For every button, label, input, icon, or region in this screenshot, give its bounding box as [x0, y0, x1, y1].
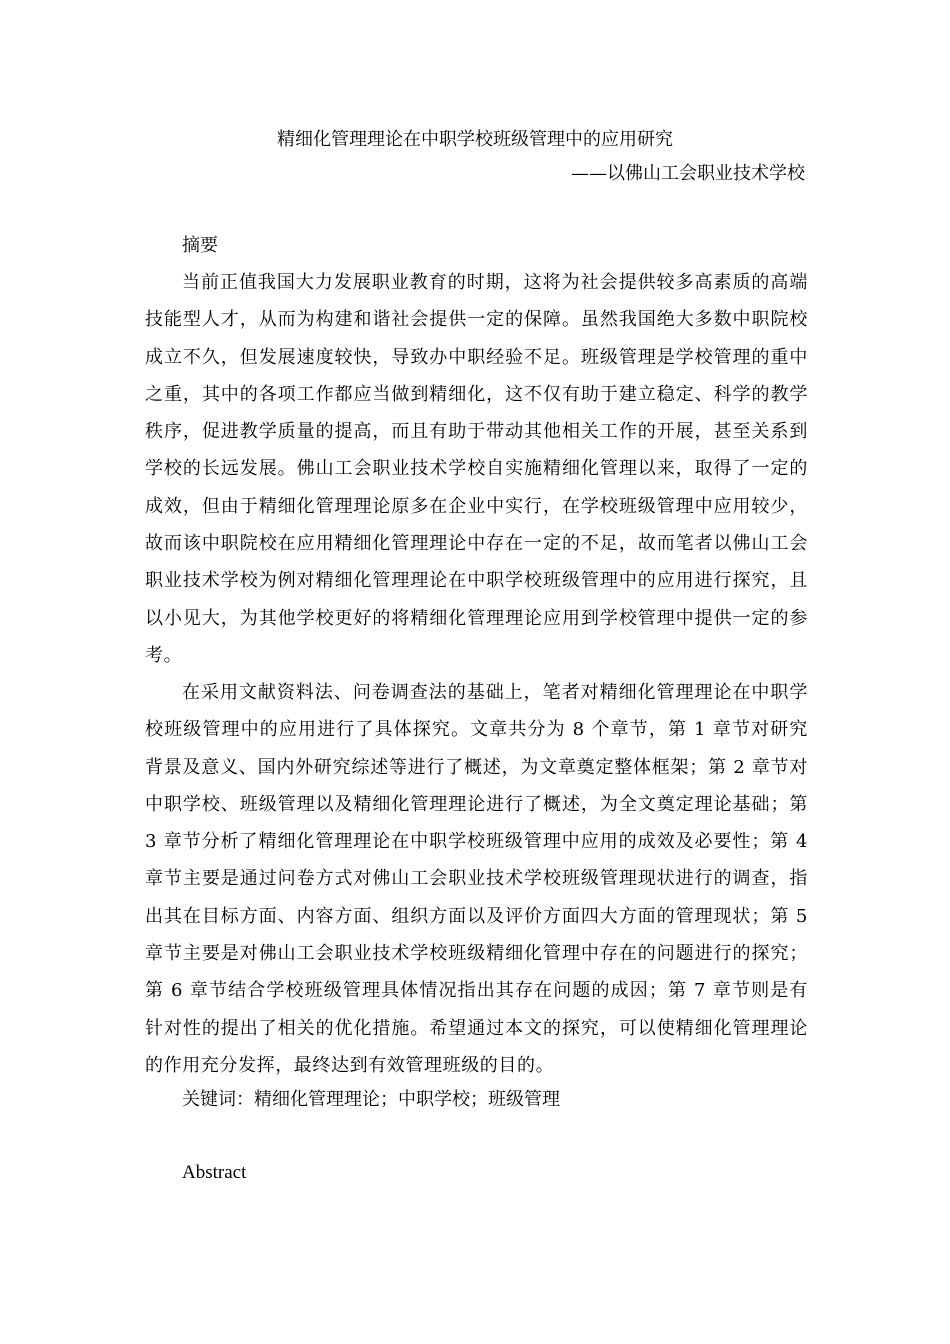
- abstract-paragraph-1: 当前正值我国大力发展职业教育的时期，这将为社会提供较多高素质的高端技能型人才，从而为构建和谐社会提供一定的保障。虽然我国绝大多数中职院校成立不久，但发展速度较快，导致办中职经验不足。班级管理是学校管理的重中之重，其中的各项工作都应当做到精细化，这不仅有助于建立稳定、科学的教学秩序，促进教学质量的提高，而且有助于带动其他相关工作的开展，甚至关系到学校的长远发展。佛山工会职业技术学校自实施精细化管理以来，取得了一定的成效，但由于精细化管理理论原多在企业中实行，在学校班级管理中应用较少，故而该中职院校在应用精细化管理理论中存在一定的不足，故而笔者以佛山工会职业技术学校为例对精细化管理理论在中职学校班级管理中的应用进行探究，且以小见大，为其他学校更好的将精细化管理理论应用到学校管理中提供一定的参考。: [145, 272, 808, 666]
- keywords-line: 关键词：精细化管理理论；中职学校；班级管理: [182, 1089, 560, 1110]
- abstract-paragraph-2: 在采用文献资料法、问卷调查法的基础上，笔者对精细化管理理论在中职学校班级管理中的应用进行了具体探究。文章共分为 8 个章节，第 1 章节对研究背景及意义、国内外研究综述等进行了概述，为文章奠定整体框架；第 2 章节对中职学校、班级管理以及精细化管理理论进行了概述，为全文奠定理论基础；第 3 章节分析了精细化管理理论在中职学校班级管理中应用的成效及必要性；第 4 章节主要是通过问卷方式对佛山工会职业技术学校班级管理现状进行的调查，指出其在目标方面、内容方面、组织方面以及评价方面四大方面的管理现状；第 5 章节主要是对佛山工会职业技术学校班级精细化管理中存在的问题进行的探究；第 6 章节结合学校班级管理具体情况指出其存在问题的成因；第 7 章节则是有针对性的提出了相关的优化措施。希望通过本文的探究，可以使精细化管理理论的作用充分发挥，最终达到有效管理班级的目的。: [145, 682, 808, 1076]
- document-title: 精细化管理理论在中职学校班级管理中的应用研究: [277, 129, 673, 150]
- document-subtitle: ——以佛山工会职业技术学校: [571, 163, 805, 184]
- abstract-heading-cn: 摘要: [182, 235, 218, 256]
- abstract-heading-en: Abstract: [182, 1162, 247, 1183]
